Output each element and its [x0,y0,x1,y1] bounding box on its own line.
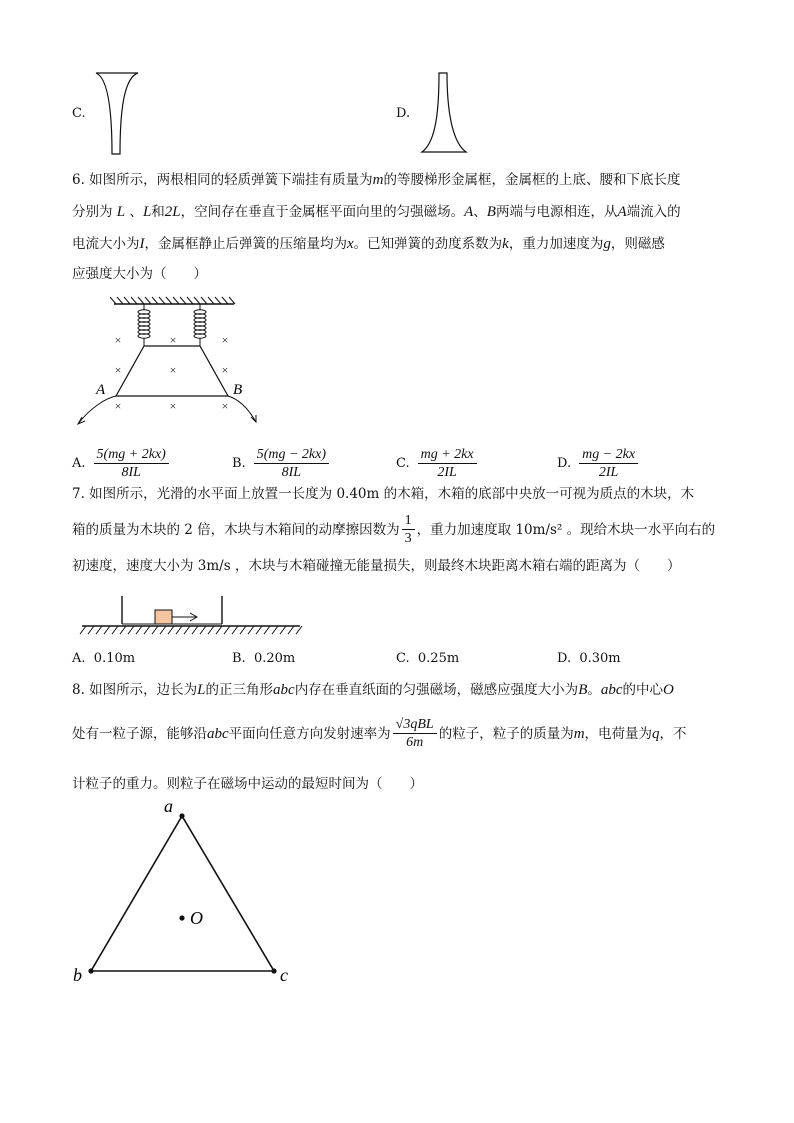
q7-option-c[interactable]: C. 0.25m [396,651,460,666]
svg-text:×: × [221,399,229,413]
magnetic-field-crosses [115,333,229,413]
q6-option-b[interactable]: B. $\frac{5(mg - 2kx)}{8IL}$ [232,446,329,481]
q8-figure-triangle [70,796,300,992]
q6-option-a[interactable]: A. $\frac{5(mg + 2kx)}{8IL}$ [72,446,169,481]
center-o-dot [179,915,184,920]
q7-stem-line-1: 7. 如图所示，光滑的水平面上放置一长度为 0.40m 的木箱，木箱的底部中央放一可视为质点的木块，木 [72,486,695,502]
q5-option-c-figure [92,70,142,160]
svg-text:×: × [114,333,122,347]
q6-stem-line-4: 应强度大小为（ ） [72,266,207,282]
vertex-b-dot [88,968,93,973]
q7-figure-box-block [78,590,308,638]
label-b: b [73,965,82,985]
q5-option-d-label: D. [396,106,411,121]
svg-text:×: × [114,399,122,413]
q6-option-d[interactable]: D. $\frac{mg - 2kx}{2IL}$ [557,446,638,481]
q7-stem-line-3: 初速度，速度大小为 3m/s ，木块与木箱碰撞无能量损失，则最终木块距离木箱右端的距离为（ ） [72,558,681,574]
label-a: A [96,382,106,398]
q6-stem-line-2: 分别为 L 、L和2L，空间存在垂直于金属框平面向里的匀强磁场。A、B两端与电源相连，从A端流入的 [72,204,681,220]
svg-text:×: × [221,333,229,347]
q8-stem-line-1: 8. 如图所示，边长为L的正三角形abc内存在垂直纸面的匀强磁场，磁感应强度大小为B。abc的中心O [72,682,674,698]
q6-figure-spring-trapezoid [70,296,270,436]
q8-stem-line-3: 计粒子的重力。则粒子在磁场中运动的最短时间为（ ） [72,776,423,792]
right-spring [194,304,206,346]
triangle-abc [91,816,274,971]
vertex-a-dot [179,813,184,818]
svg-text:×: × [169,399,177,413]
label-o: O [190,908,203,928]
q7-stem-line-2: 箱的质量为木块的 2 倍，木块与木箱间的动摩擦因数为 $\frac{1}{3}$ ，重力加速度取 10m/s² 。现给木块一水平向右的 [72,513,716,546]
q7-option-d[interactable]: D. 0.30m [557,651,621,666]
q5-option-c-label: C. [72,106,86,121]
label-b: B [233,382,243,398]
q6-stem-line-3: 电流大小为I，金属框静止后弹簧的压缩量均为x。已知弹簧的劲度系数为k，重力加速度为g，则磁感 [72,236,665,252]
svg-text:×: × [169,333,177,347]
label-a: a [164,796,173,816]
q6-stem-line-1: 6. 如图所示，两根相同的轻质弹簧下端挂有质量为m的等腰梯形金属框，金属框的上底、腰和下底长度 [72,172,681,188]
q7-option-a[interactable]: A. 0.10m [72,651,136,666]
q7-option-b[interactable]: B. 0.20m [232,651,296,666]
q5-option-d-figure [418,70,470,156]
svg-text:×: × [169,363,177,377]
svg-text:×: × [221,363,229,377]
wood-block [155,610,172,624]
left-spring [138,304,150,346]
label-c: c [280,965,288,985]
q8-stem-line-2: 处有一粒子源，能够沿 abc 平面向任意方向发射速率为 $\frac{\text{√3qBL}}{6m}$ 的粒子，粒子的质量为 m ，电荷量为 q ，不 [72,717,687,750]
svg-text:×: × [114,363,122,377]
vertex-c-dot [271,968,276,973]
q6-option-c[interactable]: C. $\frac{mg + 2kx}{2IL}$ [396,446,477,481]
